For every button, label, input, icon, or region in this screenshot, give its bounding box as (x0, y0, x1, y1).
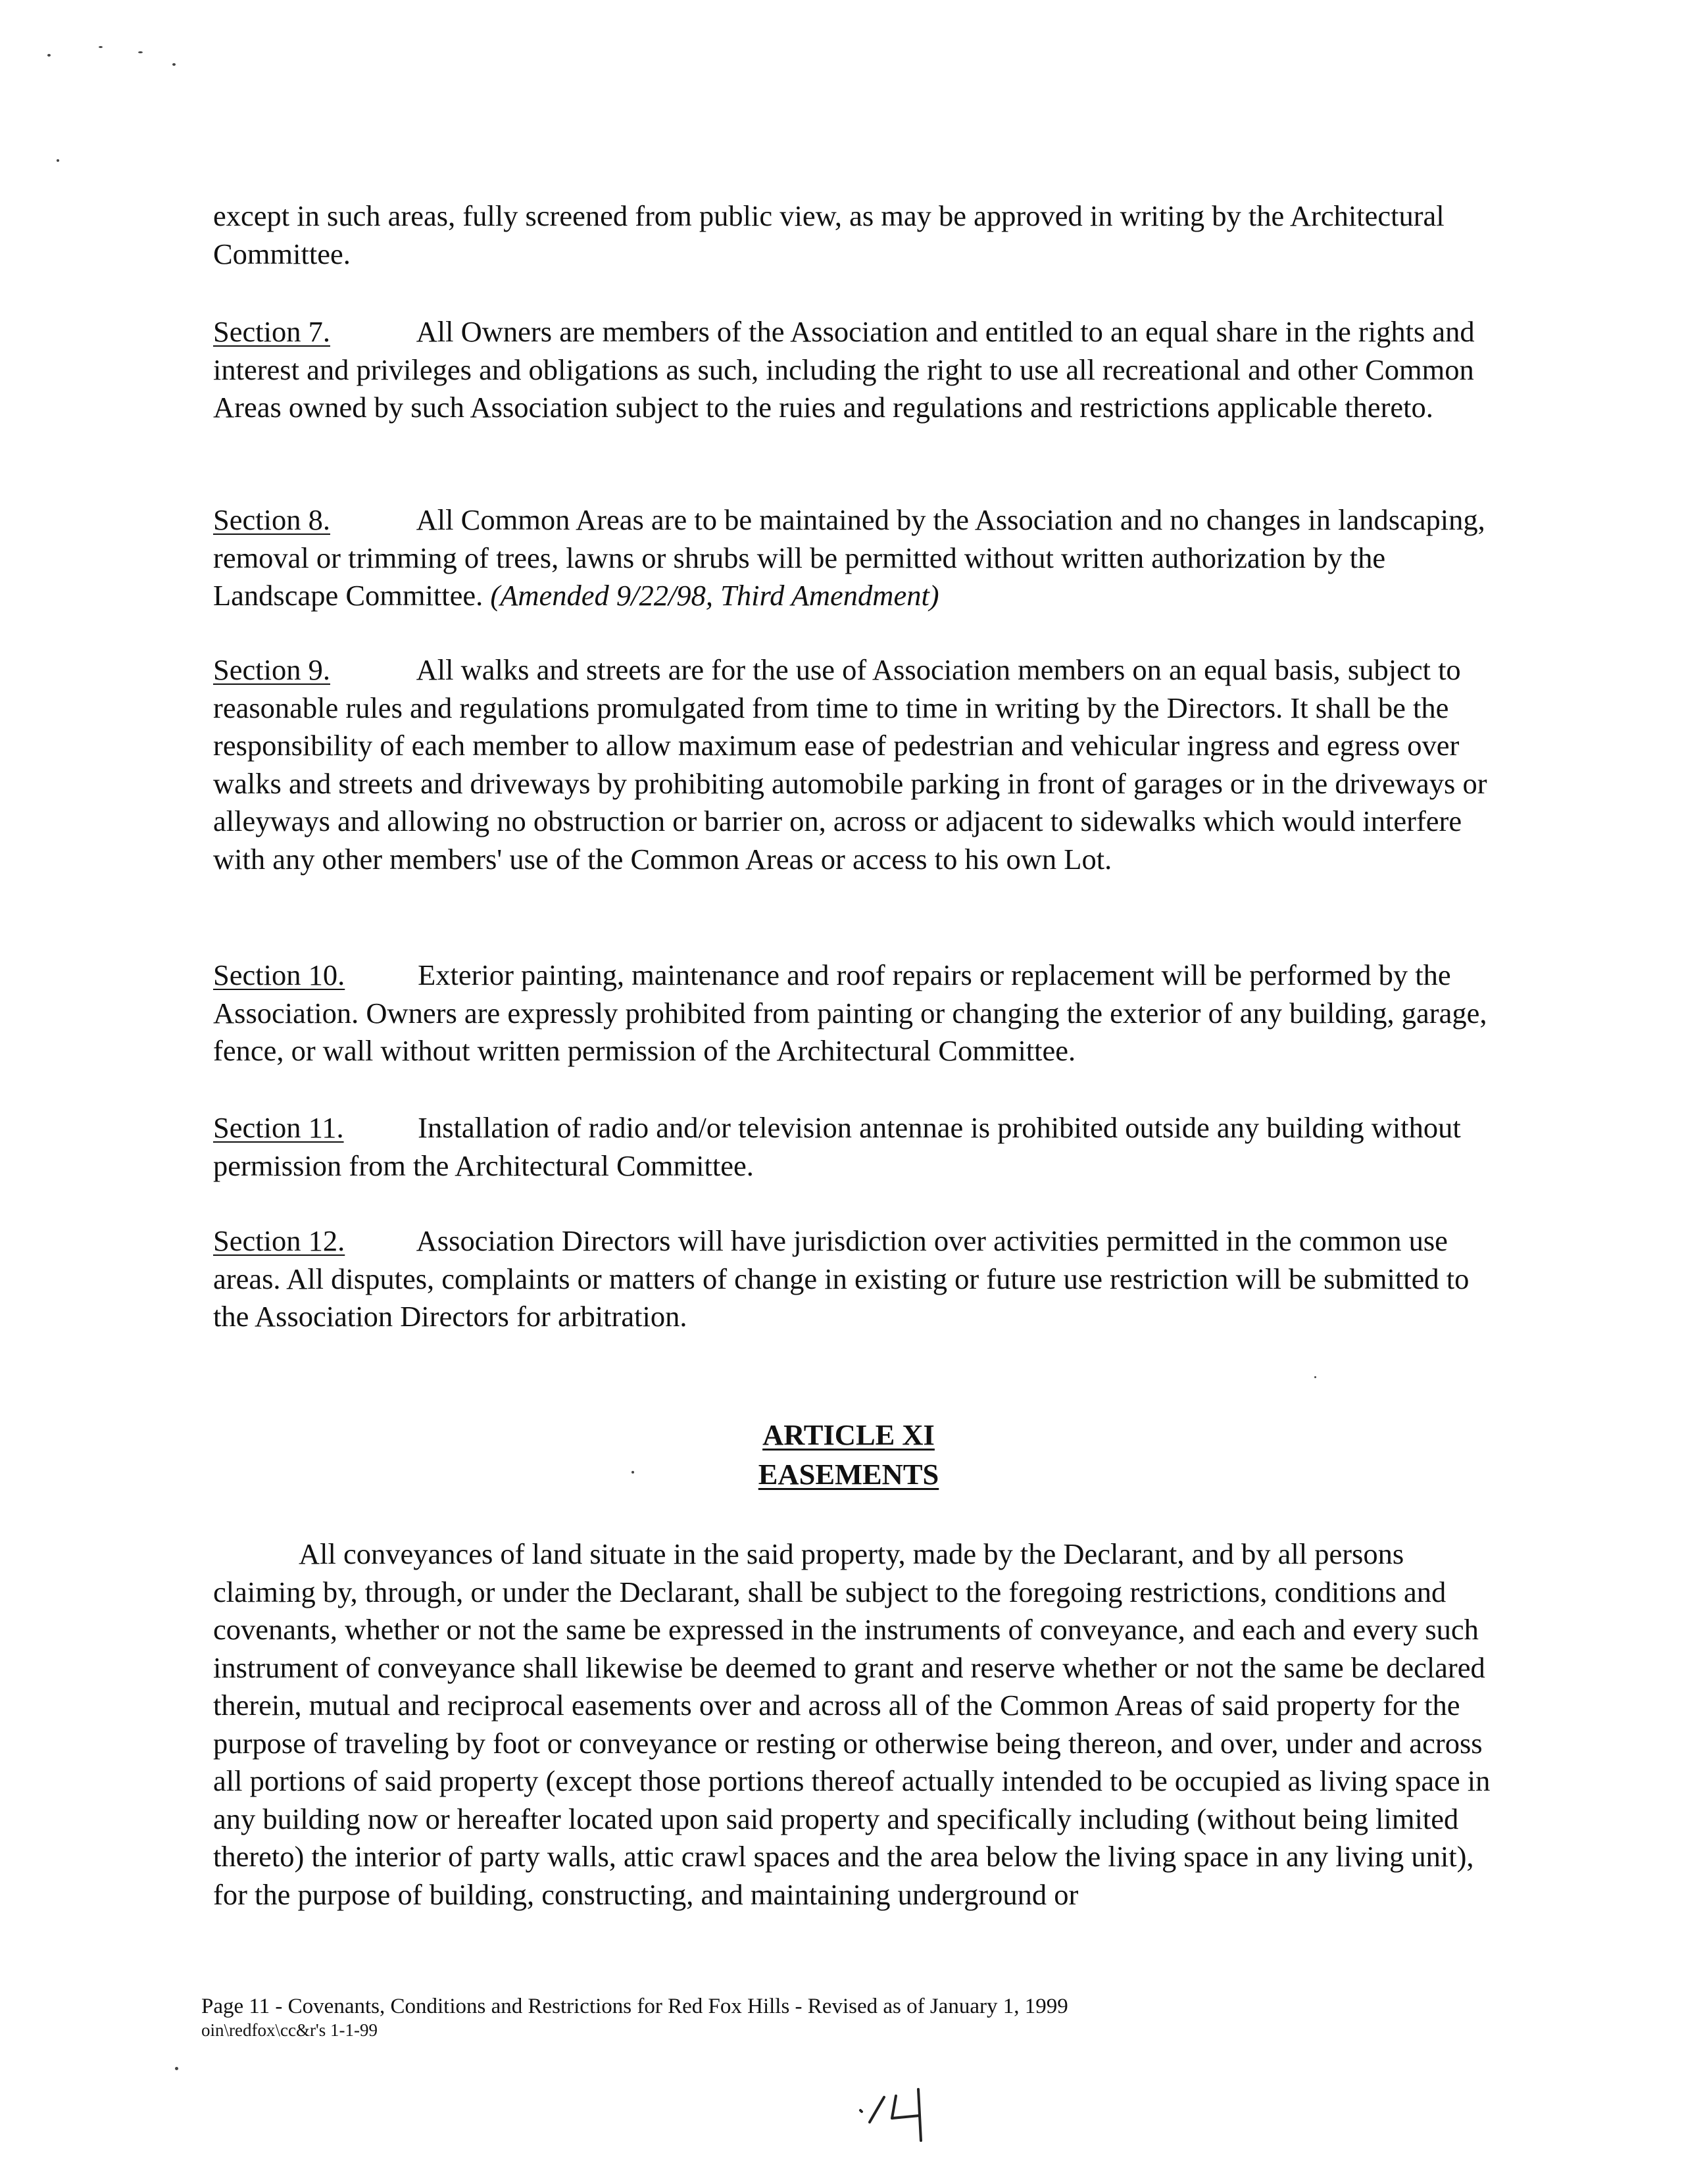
scan-speck (138, 51, 143, 53)
article-title-heading: EASEMENTS (758, 1458, 939, 1491)
footer-page-info: Page 11 - Covenants, Conditions and Restrictions for Red Fox Hills - Revised as of January 1, 1999 (201, 1995, 1068, 2018)
section-9-label: Section 9. (213, 653, 330, 686)
intro-paragraph (213, 197, 1502, 273)
easements-paragraph (213, 1535, 1502, 1914)
section-8-label: Section 8. (213, 503, 330, 536)
scan-speck (99, 46, 103, 48)
section-8-text: All Common Areas are to be maintained by the Association and no changes in landscaping, removal or trimming of trees, lawns or shrubs will be permitted without written authorization by the Landscape Committee. (213, 503, 1485, 612)
scan-speck (57, 159, 59, 162)
section-10-label: Section 10. (213, 958, 345, 991)
article-number-heading: ARTICLE XI (762, 1418, 935, 1451)
scan-speck (175, 2067, 178, 2070)
scan-speck (47, 54, 51, 57)
section-12-label: Section 12. (213, 1224, 345, 1257)
section-7-label: Section 7. (213, 315, 330, 348)
section-8-paragraph (213, 501, 1502, 615)
page-footer (201, 1995, 1068, 2042)
section-10-paragraph (213, 956, 1502, 1070)
section-11-paragraph (213, 1109, 1502, 1185)
scan-speck (1314, 1376, 1316, 1378)
scan-speck (631, 1471, 634, 1474)
section-11-label: Section 11. (213, 1111, 344, 1144)
footer-file-path: oin\redfox\cc&r's 1-1-99 (201, 2020, 378, 2040)
section-11-text: Installation of radio and/or television antennae is prohibited outside any building without permission from the Architectural Committee. (213, 1111, 1461, 1182)
section-12-paragraph (213, 1222, 1502, 1336)
section-7-paragraph (213, 313, 1502, 427)
section-8-amendment: (Amended 9/22/98, Third Amendment) (490, 579, 939, 612)
section-9-paragraph (213, 651, 1502, 878)
section-10-text: Exterior painting, maintenance and roof repairs or replacement will be performed by the Association. Owners are expressly prohibited from painting or changing the exterior of any building, garage, fence, or wall without written permission of the Architectural Committee. (213, 958, 1487, 1067)
handwritten-page-number (855, 2084, 934, 2143)
scan-speck (172, 63, 176, 66)
easements-text: All conveyances of land situate in the said property, made by the Declarant, and by all persons claiming by, through, or under the Declarant, shall be subject to the foregoing restrictions, conditions and covenants, whether or not the same be expressed in the instruments of conveyance, and each and every such instrument of conveyance shall likewise be deemed to grant and reserve whether or not the same be declared therein, mutual and reciprocal easements over and across all of the Common Areas of said property for the purpose of traveling by foot or conveyance or resting or otherwise being thereon, and over, under and across all portions of said property (except those portions thereof actually intended to be occupied as living space in any building now or hereafter located upon said property and specifically including (without being limited thereto) the interior of party walls, attic crawl spaces and the area below the living space in any living unit), for the purpose of building, constructing, and maintaining underground or (213, 1537, 1491, 1911)
section-9-text: All walks and streets are for the use of Association members on an equal basis, subject to reasonable rules and regulations promulgated from time to time in writing by the Directors. It shall be the responsibility of each member to allow maximum ease of pedestrian and vehicular ingress and egress over walks and streets and driveways by prohibiting automobile parking in front of garages or in the driveways or alleyways and allowing no obstruction or barrier on, across or adjacent to sidewalks which would interfere with any other members' use of the Common Areas or access to his own Lot. (213, 653, 1487, 876)
section-7-text: All Owners are members of the Association and entitled to an equal share in the rights and interest and privileges and obligations as such, including the right to use all recreational and other Common Areas owned by such Association subject to the ruies and regulations and restrictions applicable thereto. (213, 315, 1475, 424)
intro-text: except in such areas, fully screened from public view, as may be approved in writing by the Architectural Committee. (213, 199, 1445, 270)
section-12-text: Association Directors will have jurisdiction over activities permitted in the common use areas. All disputes, complaints or matters of change in existing or future use restriction will be submitted to the Association Directors for arbitration. (213, 1224, 1470, 1333)
